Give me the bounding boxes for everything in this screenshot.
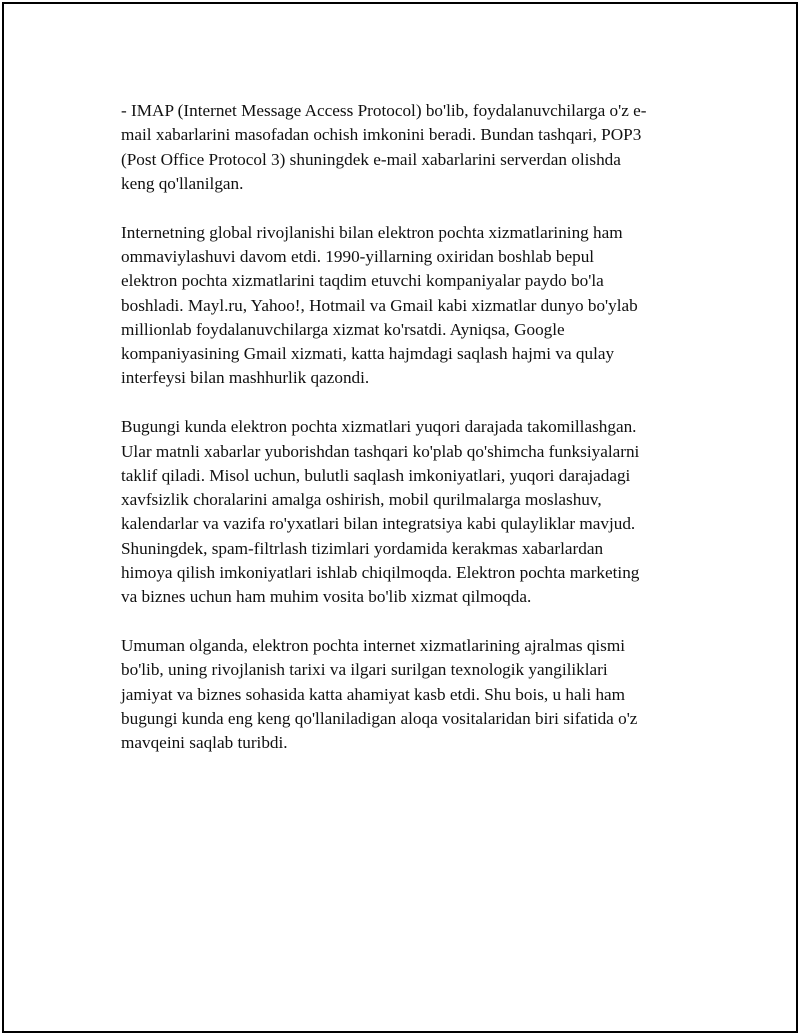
paragraph-imap-pop3: - IMAP (Internet Message Access Protocol) bo'lib, foydalanuvchilarga o'z e- mail xabarlarini masofadan ochish imkonini beradi. Bundan tashqari, POP3 (Post Office Protocol 3) shuningdek e-mail xabarlarini serverdan olishda keng qo'llanilgan. xyxy=(121,101,647,193)
paragraph-conclusion: Umuman olganda, elektron pochta internet xizmatlarining ajralmas qismi bo'lib, uning rivojlanish tarixi va ilgari surilgan texnologik yangiliklari jamiyat va biznes sohasida katta ahamiyat kasb etdi. Shu bois, u hali ham bugungi kunda eng keng qo'llaniladigan aloqa vositalaridan biri sifatida o'z mavqeini saqlab turibdi. xyxy=(121,636,638,753)
document-page xyxy=(2,2,798,1033)
paragraph-global-development: Internetning global rivojlanishi bilan elektron pochta xizmatlarining ham ommaviylashuvi davom etdi. 1990-yillarning oxiridan boshlab bepul elektron pochta xizmatlarini taqdim etuvchi kompaniyalar paydo bo'la boshladi. Mayl.ru, Yahoo!, Hotmail va Gmail kabi xizmatlar dunyo bo'ylab millionlab foydalanuvchilarga xizmat ko'rsatdi. Ayniqsa, Google kompaniyasining Gmail xizmati, katta hajmdagi saqlash hajmi va qulay interfeysi bilan mashhurlik qazondi. xyxy=(121,222,638,388)
document-body xyxy=(121,99,691,780)
paragraph-modern-email: Bugungi kunda elektron pochta xizmatlari yuqori darajada takomillashgan. Ular matnli xabarlar yuborishdan tashqari ko'plab qo'shimcha funksiyalarni taklif qiladi. Misol uchun, bulutli saqlash imkoniyatlari, yuqori darajadagi xavfsizlik choralarini amalga oshirish, mobil qurilmalarga moslashuv, kalendarlar va vazifa ro'yxatlari bilan integratsiya kabi qulayliklar mavjud. Shuningdek, spam-filtrlash tizimlari yordamida kerakmas xabarlardan himoya qilish imkoniyatlari ishlab chiqilmoqda. Elektron pochta marketing va biznes uchun ham muhim vosita bo'lib xizmat qilmoqda. xyxy=(121,417,640,607)
